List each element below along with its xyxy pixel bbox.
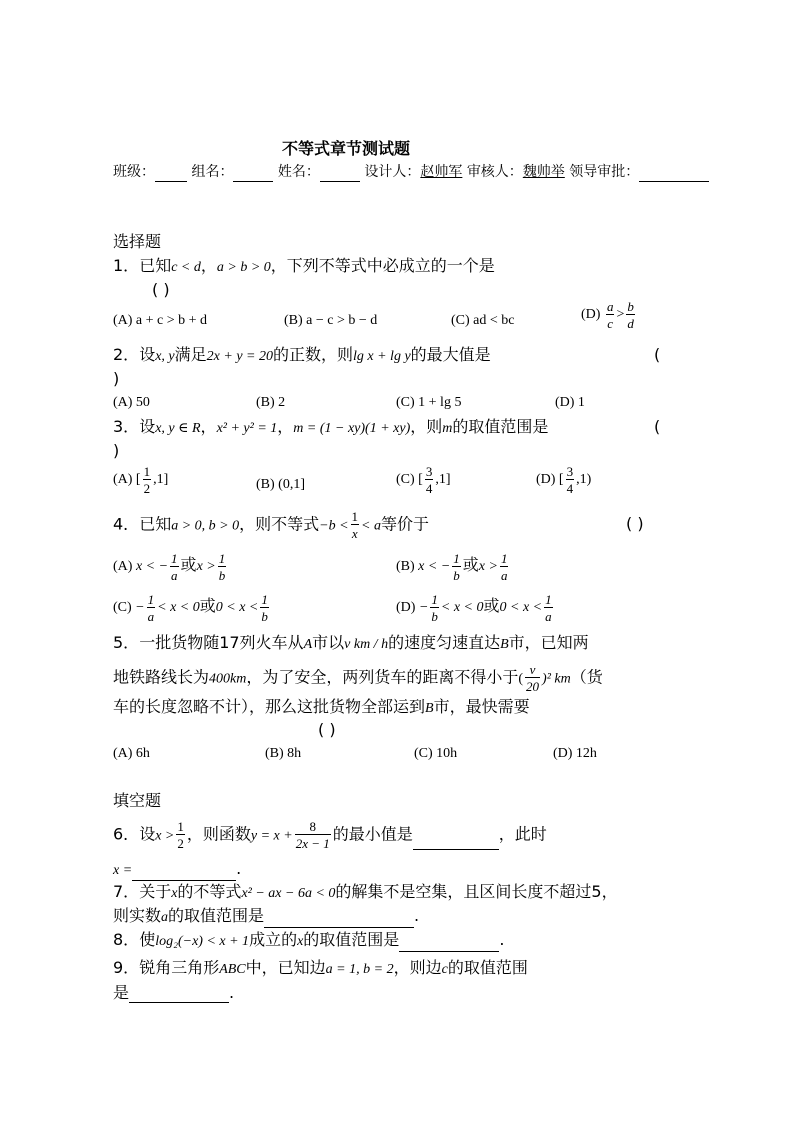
q4-a-math-2: x > (196, 559, 216, 575)
q4-c-label: (C) (113, 600, 132, 616)
q8-math-1: log₂(−x) < x + 1 (155, 934, 250, 949)
q7-text-2: 的不等式 (177, 882, 242, 901)
q4-number: 4． (113, 514, 140, 534)
question-7 (113, 882, 618, 904)
q4-option-c[interactable] (113, 593, 271, 623)
q7-answer-blank[interactable] (264, 911, 414, 928)
q4-c-math-1: − (135, 600, 145, 616)
q1-option-b[interactable]: (B) a − c > b − d (284, 313, 378, 328)
q4-b-label: (B) (396, 559, 415, 575)
section-choice-heading: 选择题 (113, 232, 162, 251)
q6-text-3: 的最小值是 (332, 824, 413, 844)
q5-math-b2: B (425, 701, 434, 716)
group-label: 组名： (191, 164, 234, 180)
q1-option-c[interactable]: (C) ad < bc (451, 313, 515, 328)
q5-math-distance: 400km (209, 671, 247, 687)
q4-math-2a: −b < (319, 518, 349, 534)
q4-frac: $\frac{1}{x}$ (351, 509, 359, 541)
q3-option-c[interactable] (396, 465, 451, 495)
q4-answer-paren: ( ) (626, 514, 644, 533)
q2-option-c[interactable]: (C) 1 + lg 5 (396, 395, 462, 410)
q3-c-label: (C) [ (396, 472, 423, 488)
q5-text-6: ，为了安全，两列货车的距离不得小于 (246, 667, 519, 687)
q5-text-8: 车的长度忽略不计），那么这批货物全部运到 (113, 697, 426, 716)
q4-math-1: a > 0, b > 0 (171, 518, 240, 534)
q1-sep: ， (200, 256, 217, 275)
q1-option-d[interactable] (581, 300, 637, 330)
q7-text-5: 的取值范围是 (168, 906, 265, 925)
q3-math-3: m = (1 − xy)(1 + xy) (293, 421, 411, 436)
q8-text-1: 使 (139, 930, 156, 949)
q6-answer-blank-2[interactable] (132, 864, 236, 881)
q4-a-frac-2: $\frac{1}{b}$ (218, 551, 226, 583)
q5-paren-close: )² km (542, 671, 571, 687)
q8-text-2: 成立的 (249, 930, 298, 949)
q3-a-tail: ,1] (153, 472, 169, 488)
q4-text-2: ，则不等式 (239, 514, 320, 534)
name-blank[interactable] (320, 165, 360, 182)
q3-a-frac: $\frac{1}{2}$ (143, 464, 151, 496)
q1-d-label: (D) (581, 307, 601, 323)
q5-math-speed: v km / h (344, 637, 389, 652)
q5-text-4: 市，已知两 (508, 633, 589, 652)
reviewer-label: 审核人： (466, 164, 523, 180)
q1-answer-paren: ( ) (152, 280, 170, 299)
q5-paren-open: ( (518, 671, 524, 687)
q4-option-b[interactable] (396, 552, 510, 582)
q9-line-2 (113, 983, 234, 1003)
q5-option-b[interactable]: (B) 8h (265, 746, 302, 761)
q5-text-3: 的速度匀速直达 (388, 633, 501, 652)
designer-label: 设计人： (364, 164, 421, 180)
q4-c-math-3: 0 < x < (215, 600, 259, 616)
question-4 (113, 510, 429, 540)
q7-math-1: x (171, 886, 178, 901)
q1-d-frac-1: $\frac{a}{c}$ (606, 299, 614, 331)
question-2 (113, 345, 491, 367)
q1-option-a[interactable]: (A) a + c > b + d (113, 313, 208, 328)
q7-line-2 (113, 906, 419, 928)
q6-period: . (236, 859, 242, 878)
q5-option-c[interactable]: (C) 10h (414, 746, 458, 761)
q6-text-1: 设 (139, 824, 156, 844)
q8-answer-blank[interactable] (399, 935, 499, 952)
question-5-line-3 (113, 697, 530, 719)
q4-option-a[interactable] (113, 552, 228, 582)
q2-paren-right: ) (113, 369, 120, 388)
q7-text-4: 则实数 (113, 906, 162, 925)
q5-frac: $\frac{v}{20}$ (526, 662, 540, 694)
q6-text-2: ，则函数 (186, 824, 251, 844)
class-label: 班级： (113, 164, 155, 180)
question-3 (113, 417, 548, 439)
q3-math-1: x, y ∈ R (155, 421, 201, 436)
q4-b-math-2: x > (478, 559, 498, 575)
approver-label: 领导审批： (569, 164, 640, 180)
q1-d-frac-2: $\frac{b}{d}$ (627, 299, 634, 331)
q7-text-3: 的解集不是空集，且区间长度不超过5， (335, 882, 618, 901)
q3-number: 3． (113, 417, 140, 436)
q2-math-1: x, y (155, 349, 175, 364)
q4-text-3: 等价于 (380, 514, 429, 534)
q9-math-2: a = 1, b = 2 (325, 962, 394, 977)
q5-text-5: 地铁路线长为 (113, 667, 210, 687)
q4-option-d[interactable] (396, 593, 555, 623)
q1-d-gt: > (616, 307, 625, 323)
q9-text-1: 锐角三角形 (139, 958, 220, 977)
q5-text-9: 市，最快需要 (433, 697, 530, 716)
q8-number: 8． (113, 930, 140, 949)
q3-c-tail: ,1] (435, 472, 451, 488)
q6-text-4: ，此时 (498, 824, 547, 844)
q3-d-tail: ,1) (576, 472, 592, 488)
q7-math-2: x² − ax − 6a < 0 (241, 886, 336, 901)
q6-math-1: x > (155, 828, 175, 844)
q2-text-3: 的正数，则 (272, 345, 353, 364)
q3-d-label: (D) [ (536, 472, 564, 488)
q3-c-frac: $\frac{3}{4}$ (425, 464, 433, 496)
q5-text-1: 一批货物随17列火车从 (139, 633, 304, 652)
question-8 (113, 930, 504, 952)
q3-option-a[interactable] (113, 465, 168, 495)
question-6 (113, 820, 547, 850)
q2-paren-left: ( (654, 345, 661, 364)
name-label: 姓名： (277, 164, 320, 180)
q4-a-math-1: x < − (135, 559, 169, 575)
q9-text-3: ，则边 (393, 958, 442, 977)
q1-text-2: ，下列不等式中必成立的一个是 (270, 256, 495, 275)
q2-option-a[interactable]: (A) 50 (113, 395, 150, 410)
q3-text-2: ，则 (410, 417, 443, 436)
reviewer-value: 魏帅举 (522, 164, 565, 180)
q3-option-b[interactable]: (B) (0,1] (256, 477, 305, 492)
q4-c-or: 或 (199, 596, 216, 616)
q4-a-or: 或 (180, 555, 197, 575)
q6-math-2: y = x + (250, 828, 293, 844)
q9-answer-blank[interactable] (129, 986, 229, 1003)
q4-d-frac-1: $\frac{1}{b}$ (431, 592, 438, 624)
q1-math-1: c < d (171, 260, 201, 275)
q3-math-2: x² + y² = 1 (216, 421, 278, 436)
q7-text-1: 关于 (139, 882, 172, 901)
designer-value: 赵帅军 (420, 164, 463, 180)
q8-math-2: x (297, 934, 304, 949)
q3-text-3: 的取值范围是 (452, 417, 549, 436)
q4-a-label: (A) (113, 559, 133, 575)
class-blank[interactable] (155, 165, 187, 182)
q8-text-3: 的取值范围是 (303, 930, 400, 949)
q4-d-math-3: 0 < x < (499, 600, 543, 616)
q4-d-or: 或 (483, 596, 500, 616)
q5-answer-paren: ( ) (318, 720, 336, 739)
q6-frac-2: $\frac{8}{2x - 1}$ (295, 819, 330, 851)
q9-text-5: 是 (113, 983, 130, 1002)
q3-sep-1: ， (200, 417, 217, 436)
q4-d-math-1: − (418, 600, 429, 616)
q1-text: 已知 (139, 256, 172, 275)
q4-a-frac-1: $\frac{1}{a}$ (171, 551, 178, 583)
q5-math-a: A (303, 637, 313, 652)
page-title: 不等式章节测试题 (282, 139, 411, 158)
q3-text-1: 设 (139, 417, 156, 436)
q5-option-a[interactable]: (A) 6h (113, 746, 150, 761)
q4-d-label: (D) (396, 600, 416, 616)
q4-b-frac-2: $\frac{1}{a}$ (500, 551, 508, 583)
q3-d-frac: $\frac{3}{4}$ (566, 464, 574, 496)
q2-text-1: 设 (139, 345, 156, 364)
approver-blank[interactable] (639, 165, 709, 182)
q3-paren-left: ( (654, 417, 661, 436)
q9-text-2: 中，已知边 (245, 958, 326, 977)
q9-period: . (229, 983, 235, 1002)
q3-a-label: (A) [ (113, 472, 141, 488)
q2-math-3: lg x + lg y (353, 349, 411, 364)
question-9 (113, 958, 528, 980)
q9-text-4: 的取值范围 (447, 958, 528, 977)
q1-math-2: a > b > 0 (216, 260, 271, 275)
q4-c-frac-1: $\frac{1}{a}$ (147, 592, 155, 624)
q6-math-3: x = (113, 863, 133, 878)
q7-math-3: a (161, 910, 169, 925)
q4-math-2b: < a (361, 518, 381, 534)
q4-b-frac-1: $\frac{1}{b}$ (453, 551, 460, 583)
q5-number: 5． (113, 633, 140, 652)
q3-option-d[interactable] (536, 465, 591, 495)
q5-option-d[interactable]: (D) 12h (553, 746, 597, 761)
q3-paren-right: ) (113, 441, 120, 460)
q9-math-1: ABC (219, 962, 246, 977)
q2-option-b[interactable]: (B) 2 (256, 395, 286, 410)
q4-c-frac-2: $\frac{1}{b}$ (261, 592, 268, 624)
q3-sep-2: ， (277, 417, 294, 436)
q4-d-math-2: < x < 0 (440, 600, 484, 616)
q2-option-d[interactable]: (D) 1 (555, 395, 585, 410)
q6-answer-blank-1[interactable] (413, 833, 499, 850)
q4-b-or: 或 (462, 555, 479, 575)
q4-d-frac-2: $\frac{1}{a}$ (545, 592, 552, 624)
group-blank[interactable] (233, 165, 273, 182)
q6-line-2 (113, 859, 241, 881)
q2-number: 2． (113, 345, 140, 364)
q7-period: . (414, 906, 420, 925)
q9-number: 9． (113, 958, 140, 977)
question-1 (113, 256, 495, 278)
q5-text-7: （货 (570, 667, 603, 687)
section-fill-heading: 填空题 (113, 791, 162, 810)
q9-math-3: c (441, 962, 448, 977)
q4-c-math-2: < x < 0 (157, 600, 200, 616)
q5-math-b: B (500, 637, 509, 652)
question-5-line-1 (113, 633, 589, 655)
q6-number: 6． (113, 824, 140, 844)
q6-frac-1: $\frac{1}{2}$ (177, 819, 184, 851)
q5-text-2: 市以 (312, 633, 345, 652)
q4-b-math-1: x < − (418, 559, 451, 575)
q8-period: . (499, 930, 505, 949)
q2-math-2: 2x + y = 20 (206, 349, 273, 364)
header-info-line (113, 162, 709, 182)
q2-text-4: 的最大值是 (410, 345, 491, 364)
q2-text-2: 满足 (174, 345, 207, 364)
q7-number: 7． (113, 882, 140, 901)
q4-text-1: 已知 (139, 514, 172, 534)
q3-math-4: m (442, 421, 453, 436)
q1-number: 1． (113, 256, 140, 275)
question-5-line-2 (113, 663, 603, 693)
